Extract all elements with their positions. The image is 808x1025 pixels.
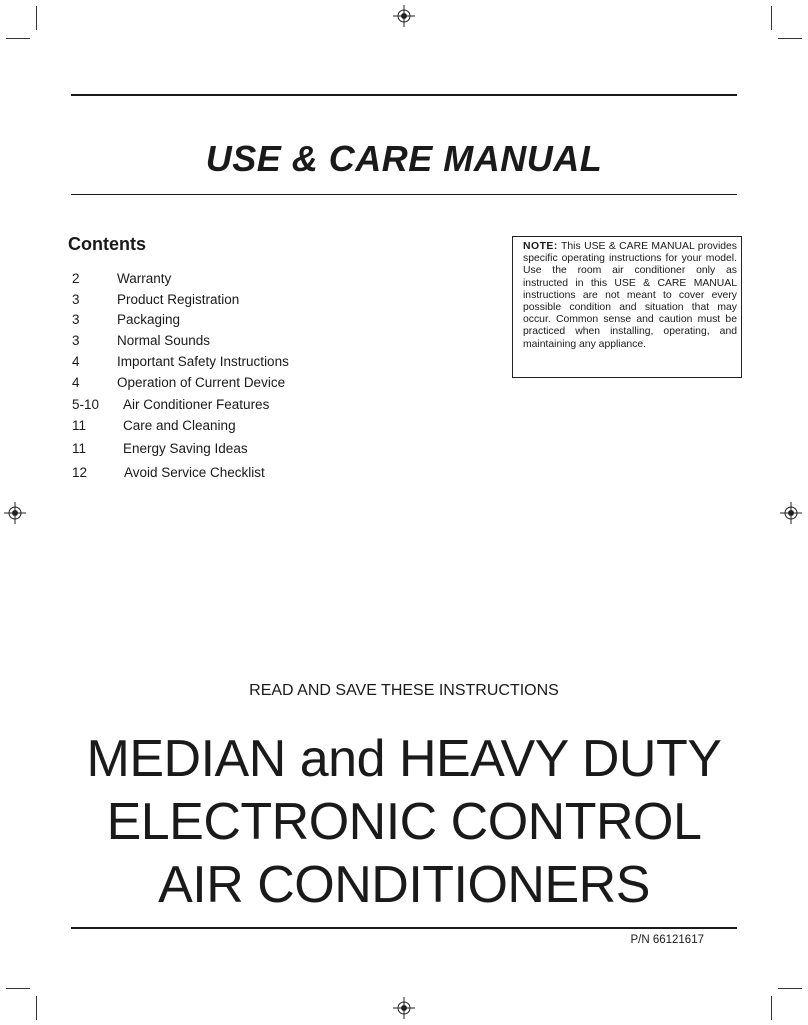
crop-mark-bottom-right — [771, 996, 772, 1020]
note-text: This USE & CARE MANUAL provides specific operating instructions for your model. Use the room air conditioner only as instructed in this USE & CARE MANUAL instructions are not meant to cover every possible condition and situation that may occur. Common sense and caution must be practiced when installing, operating, and maintaining any appliance. — [523, 241, 738, 350]
crop-mark-bottom-left — [36, 996, 37, 1020]
bottom-rule — [71, 927, 737, 929]
document-title: USE & CARE MANUAL — [205, 138, 603, 179]
toc-label: Air Conditioner Features — [123, 397, 270, 412]
registration-mark-icon — [393, 5, 415, 27]
toc-page: 3 — [72, 333, 80, 348]
toc-label: Normal Sounds — [117, 333, 211, 348]
crop-mark-bottom-left — [6, 988, 30, 989]
toc-page: 12 — [72, 465, 88, 480]
product-title-line-2: ELECTRONIC CONTROL — [106, 793, 702, 851]
registration-mark-icon — [780, 502, 802, 524]
read-save-instructions: READ AND SAVE THESE INSTRUCTIONS — [249, 682, 559, 699]
toc-page: 11 — [72, 441, 87, 456]
toc-label: Important Safety Instructions — [117, 354, 289, 369]
product-title-line-3: AIR CONDITIONERS — [158, 856, 650, 914]
toc-page: 4 — [72, 354, 80, 369]
toc-page: 3 — [72, 312, 80, 327]
top-rule — [71, 94, 737, 96]
crop-mark-top-left — [6, 38, 30, 39]
registration-mark-icon — [4, 502, 26, 524]
toc-label: Avoid Service Checklist — [124, 465, 265, 480]
toc-page: 2 — [72, 271, 80, 286]
toc-page: 4 — [72, 375, 80, 390]
toc-label: Care and Cleaning — [123, 418, 236, 433]
toc-page: 5-10 — [72, 397, 100, 412]
title-rule — [71, 194, 737, 195]
toc-page: 11 — [72, 418, 87, 433]
registration-mark-icon — [393, 997, 415, 1019]
note-label: NOTE: — [523, 241, 558, 252]
toc-label: Product Registration — [117, 292, 240, 307]
toc-page: 3 — [72, 292, 80, 307]
crop-mark-top-right — [778, 38, 802, 39]
contents-heading: Contents — [68, 234, 146, 254]
toc-label: Operation of Current Device — [117, 375, 286, 390]
toc-label: Packaging — [117, 312, 181, 327]
product-title-line-1: MEDIAN and HEAVY DUTY — [86, 730, 722, 788]
part-number: P/N 66121617 — [630, 934, 704, 946]
toc-label: Energy Saving Ideas — [123, 441, 248, 456]
toc-label: Warranty — [117, 271, 172, 286]
note-box — [512, 236, 742, 378]
crop-mark-top-left — [36, 6, 37, 30]
crop-mark-bottom-right — [778, 988, 802, 989]
crop-mark-top-right — [771, 6, 772, 30]
